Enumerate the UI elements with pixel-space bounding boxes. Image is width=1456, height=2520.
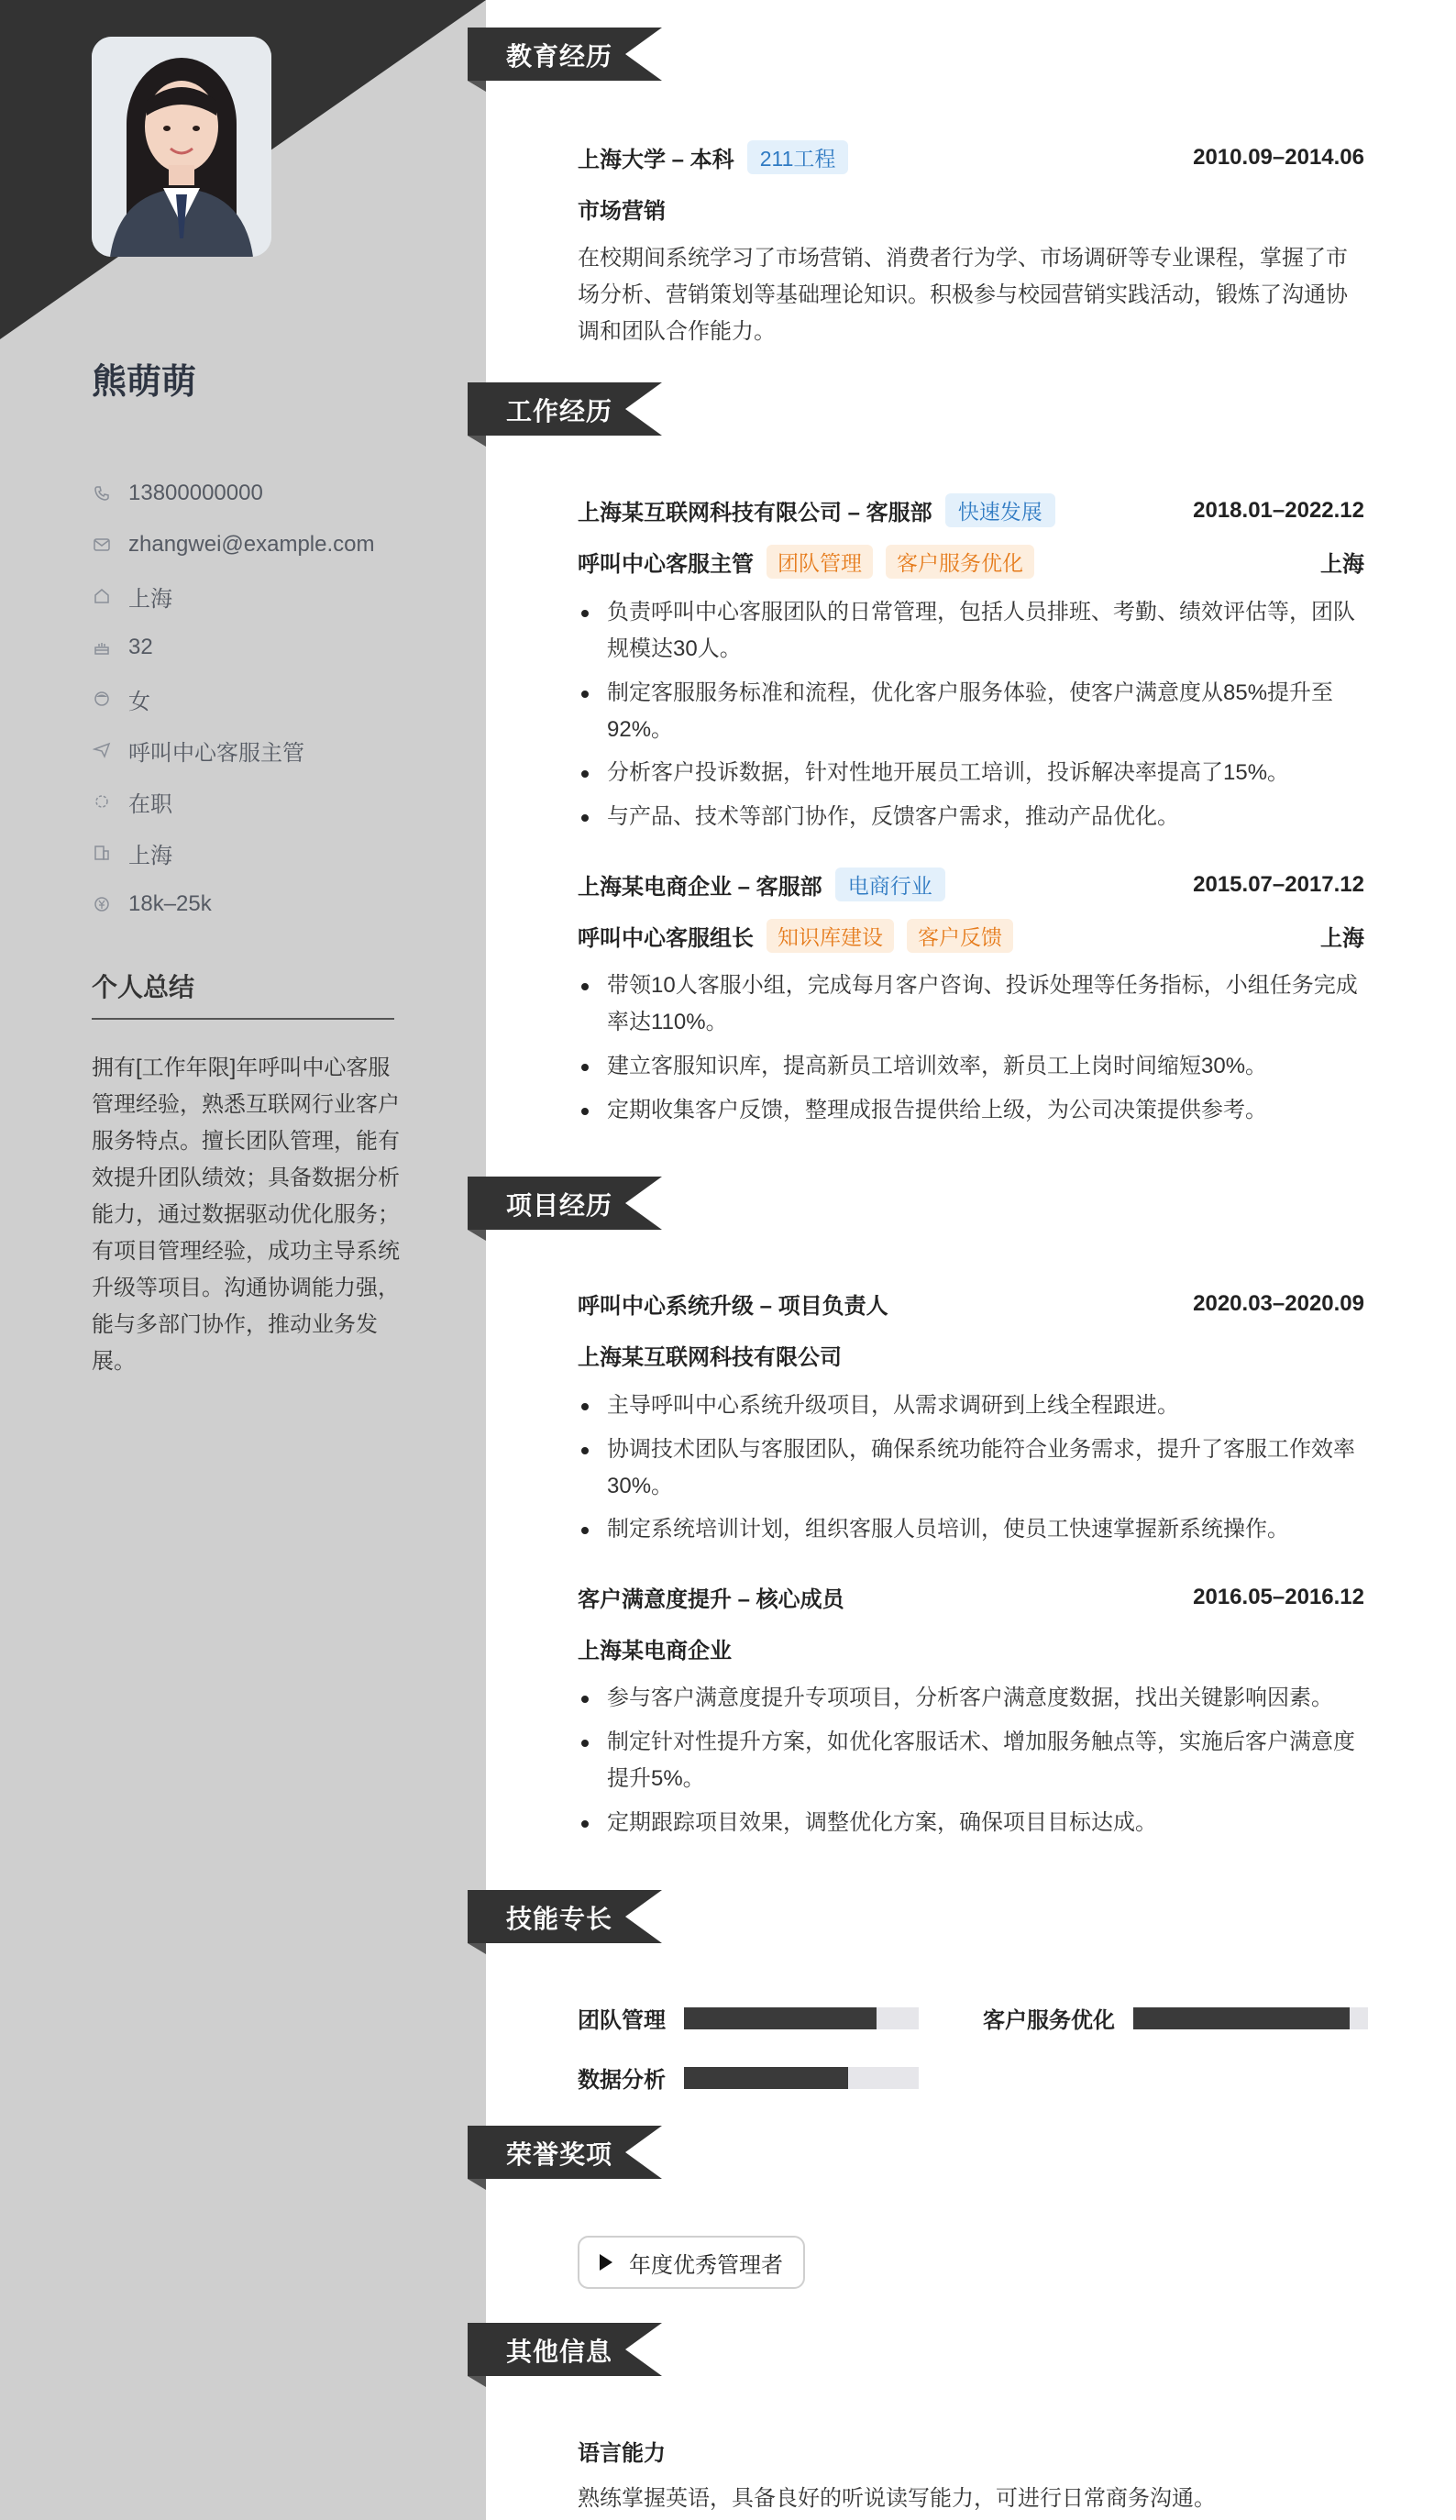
education-date: 2010.09–2014.06 — [1193, 144, 1364, 170]
work-location: 上海 — [1320, 926, 1364, 951]
work-header — [578, 868, 1364, 901]
home-icon — [92, 586, 112, 606]
candidate-name: 熊萌萌 — [92, 363, 197, 402]
project-date: 2020.03–2020.09 — [1193, 1290, 1364, 1316]
info-text: 上海 — [128, 843, 172, 868]
work-role: 呼叫中心客服组长 — [578, 926, 754, 951]
skill-name: 数据分析 — [578, 2068, 666, 2093]
work-bullet: 带领10人客服小组，完成每月客户咨询、投诉处理等任务指标，小组任务完成率达110%。 — [578, 967, 1364, 1041]
info-text: zhangwei@example.com — [128, 532, 375, 557]
work-header — [578, 493, 1364, 527]
summary-title: 个人总结 — [92, 973, 195, 1001]
award-label: 年度优秀管理者 — [629, 2252, 783, 2278]
work-skill-tag: 客户服务优化 — [886, 545, 1034, 579]
project-bullet: 主导呼叫中心系统升级项目，从需求调研到上线全程跟进。 — [578, 1387, 1364, 1424]
cake-icon — [92, 637, 112, 658]
project-date: 2016.05–2016.12 — [1193, 1584, 1364, 1609]
work-role: 呼叫中心客服主管 — [578, 552, 754, 577]
section-title: 其他信息 — [506, 2338, 613, 2366]
project-bullet: 制定针对性提升方案，如优化客服话术、增加服务触点等，实施后客户满意度提升5%。 — [578, 1724, 1364, 1797]
info-text: 18k–25k — [128, 891, 212, 916]
avatar-photo — [92, 37, 271, 257]
work-skill-tag: 客户反馈 — [907, 919, 1013, 953]
mail-icon — [92, 535, 112, 555]
project-bullet: 制定系统培训计划，组织客服人员培训，使员工快速掌握新系统操作。 — [578, 1511, 1364, 1548]
main-content — [486, 0, 1456, 2520]
info-gender — [92, 673, 375, 724]
skill-level-bar — [684, 2067, 919, 2089]
section-title: 工作经历 — [506, 397, 613, 426]
work-title: 上海某互联网科技有限公司 – 客服部 — [578, 501, 932, 525]
education-major: 市场营销 — [578, 199, 666, 224]
work-tag: 快速发展 — [945, 493, 1055, 527]
other-title: 语言能力 — [578, 2441, 666, 2466]
info-age — [92, 622, 375, 673]
send-icon — [92, 740, 112, 760]
skill-level-fill — [1133, 2007, 1350, 2029]
work-bullet: 定期收集客户反馈，整理成报告提供给上级，为公司决策提供参考。 — [578, 1092, 1364, 1129]
work-skill-tag: 团队管理 — [767, 545, 873, 579]
info-status — [92, 776, 375, 827]
other-description: 熟练掌握英语，具备良好的听说读写能力，可进行日常商务沟通。 — [578, 2486, 1216, 2511]
work-tag: 电商行业 — [835, 868, 945, 901]
work-bullet: 负责呼叫中心客服团队的日常管理，包括人员排班、考勤、绩效评估等，团队规模达30人。 — [578, 594, 1364, 668]
info-position — [92, 724, 375, 776]
section-title: 技能专长 — [506, 1905, 613, 1933]
project-org-row — [578, 1632, 1364, 1664]
skill-item — [578, 2002, 919, 2034]
info-location — [92, 570, 375, 622]
project-title: 呼叫中心系统升级 – 项目负责人 — [578, 1294, 888, 1319]
skill-level-bar — [1133, 2007, 1368, 2029]
skill-name: 客户服务优化 — [983, 2008, 1115, 2033]
skill-name: 团队管理 — [578, 2008, 666, 2033]
summary-text: 拥有[工作年限]年呼叫中心客服管理经验，熟悉互联网行业客户服务特点。擅长团队管理，能有效提升团队绩效；具备数据分析能力，通过数据驱动优化服务；有项目管理经验，成功主导系统升级等项目。沟通协调能力强，能与多部门协作，推动业务发展。 — [92, 1056, 400, 1374]
gender-icon — [92, 689, 112, 709]
info-text: 女 — [128, 689, 150, 714]
info-text: 32 — [128, 635, 153, 659]
work-bullet: 与产品、技术等部门协作，反馈客户需求，推动产品优化。 — [578, 799, 1364, 835]
section-header-skills — [468, 1890, 669, 1943]
project-header — [578, 1581, 1364, 1613]
work-bullet: 制定客服服务标准和流程，优化客户服务体验，使客户满意度从85%提升至92%。 — [578, 675, 1364, 748]
phone-icon — [92, 483, 112, 503]
work-date: 2015.07–2017.12 — [1193, 871, 1364, 897]
info-phone — [92, 468, 375, 519]
section-header-project — [468, 1177, 669, 1230]
summary-divider — [92, 1018, 394, 1020]
play-icon — [600, 2254, 612, 2271]
award-badge — [578, 2236, 805, 2289]
work-location: 上海 — [1320, 552, 1364, 577]
section-title: 教育经历 — [506, 42, 613, 71]
work-skill-tag: 知识库建设 — [767, 919, 894, 953]
work-bullet: 分析客户投诉数据，针对性地开展员工培训，投诉解决率提高了15%。 — [578, 755, 1364, 791]
skill-level-bar — [684, 2007, 919, 2029]
work-date: 2018.01–2022.12 — [1193, 497, 1364, 523]
project-bullet: 定期跟踪项目效果，调整优化方案，确保项目目标达成。 — [578, 1805, 1364, 1841]
work-role-row — [578, 545, 1364, 579]
info-text: 在职 — [128, 791, 172, 817]
section-header-education — [468, 28, 669, 81]
section-header-awards — [468, 2126, 669, 2179]
project-org: 上海某电商企业 — [578, 1639, 732, 1663]
skill-level-fill — [684, 2067, 848, 2089]
skill-level-fill — [684, 2007, 877, 2029]
education-major-row — [578, 193, 1364, 225]
work-bullet: 建立客服知识库，提高新员工培训效率，新员工上岗时间缩短30%。 — [578, 1048, 1364, 1085]
section-header-work — [468, 382, 669, 436]
skill-item — [578, 2061, 919, 2094]
project-title: 客户满意度提升 – 核心成员 — [578, 1587, 844, 1612]
info-salary — [92, 879, 375, 930]
education-tag: 211工程 — [747, 140, 849, 174]
section-title: 荣誉奖项 — [506, 2140, 613, 2169]
info-city — [92, 827, 375, 879]
project-org-row — [578, 1339, 1364, 1371]
project-header — [578, 1288, 1364, 1320]
work-title: 上海某电商企业 – 客服部 — [578, 875, 822, 900]
info-text: 13800000000 — [128, 481, 263, 505]
sidebar — [0, 0, 486, 2520]
info-text: 呼叫中心客服主管 — [128, 740, 304, 766]
avatar — [92, 37, 271, 257]
other-title-row — [578, 2435, 1364, 2467]
project-bullet: 协调技术团队与客服团队，确保系统功能符合业务需求，提升了客服工作效率30%。 — [578, 1431, 1364, 1505]
info-email — [92, 519, 375, 570]
section-title: 项目经历 — [506, 1191, 613, 1220]
section-header-other — [468, 2323, 669, 2376]
salary-icon — [92, 894, 112, 914]
skill-item — [983, 2002, 1368, 2034]
education-description: 在校期间系统学习了市场营销、消费者行为学、市场调研等专业课程，掌握了市场分析、营销策划等基础理论知识。积极参与校园营销实践活动，锻炼了沟通协调和团队合作能力。 — [578, 246, 1348, 344]
building-icon — [92, 843, 112, 863]
contact-info-list — [92, 468, 375, 930]
work-role-row — [578, 919, 1364, 953]
project-bullet: 参与客户满意度提升专项项目，分析客户满意度数据，找出关键影响因素。 — [578, 1680, 1364, 1717]
education-title: 上海大学 – 本科 — [578, 148, 734, 172]
education-header — [578, 140, 1364, 174]
status-icon — [92, 791, 112, 812]
project-org: 上海某互联网科技有限公司 — [578, 1345, 842, 1370]
info-text: 上海 — [128, 586, 172, 612]
